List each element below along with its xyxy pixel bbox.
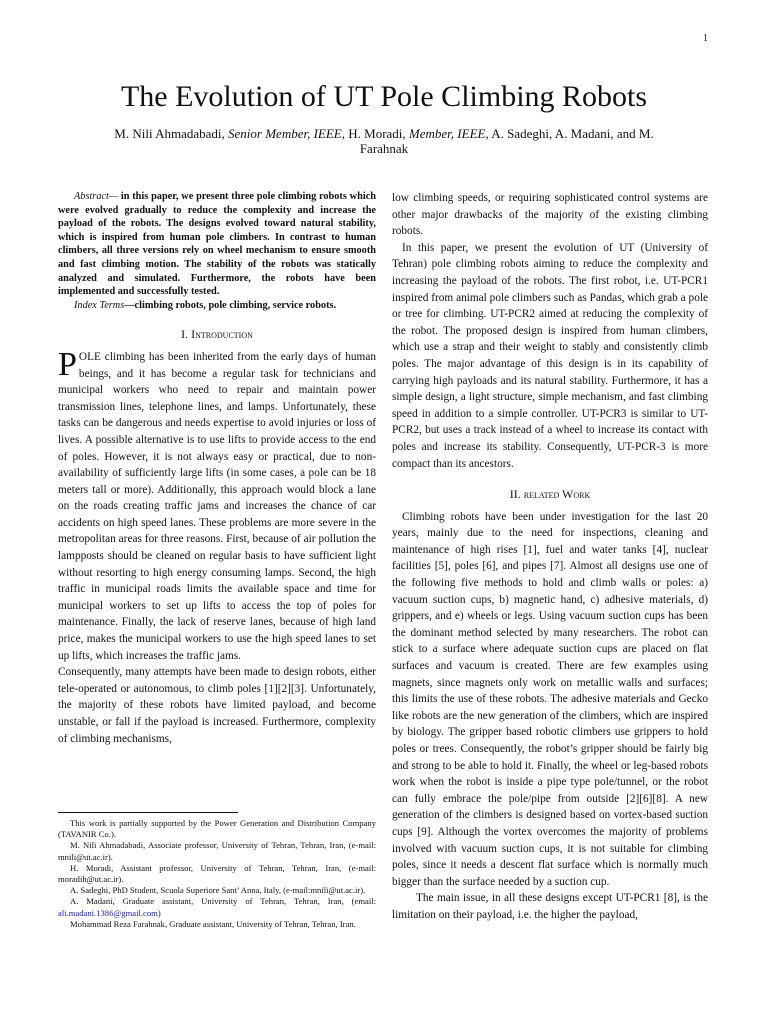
section-1-title: Introduction xyxy=(191,327,253,342)
abstract xyxy=(58,190,376,299)
footnote-author-4 xyxy=(58,896,376,918)
author-2-role: Member, IEEE xyxy=(408,126,486,141)
author-rest: , A. Sadeghi, A. Madani, and M. Farahnak xyxy=(359,126,654,156)
abstract-text: in this paper, we present three pole climbing robots which were evolved gradually to reduce the complexity and increase the payload of the robots. The designs evolved toward natural stability, which is inspired from human pole climbers. In contrast to human climbers, all three versions rely on wheel mechanism to ensure smooth and fast climbing motion. The stability of the robots was statically analyzed and simulated. Furthermore, the robots have been implemented and successfully tested. xyxy=(58,191,376,298)
left-column xyxy=(58,190,376,747)
author-list xyxy=(90,126,678,156)
section-2-heading xyxy=(392,486,708,503)
footnote-author-4-end: ) xyxy=(157,907,161,918)
index-terms xyxy=(58,299,376,313)
index-terms-lead: Index Terms xyxy=(74,299,125,311)
related-work-paragraph-1: Climbing robots have been under investigation for the last 20 years, mainly due to the need for inspections, cleaning and maintenance of high rises [1], fuel and water tanks [4], nuclear facilities [5], poles [6], and pipes [7]. Almost all designs use one of the following five methods to hold and climb walls or poles: a) vacuum suction cups, b) magnetic hand, c) adhesive materials, d) grippers, and e) wheels or legs. Using vacuum suction cups has been the dominant method selected by many researchers. The robot can stick to a surface where adequate suction cups are placed on flat surfaces and vacuum is created. There are few examples using magnets, since magnets only work on metallic walls and surfaces; this limits the use of these robots. The adhesive materials and Gecko like robots are the new generation of the climbers, which are inspired by biology. The gripper based robotic climbers use grippers to hold poles or trees. Consequently, the robot’s gripper should be fairly big and strong to be able to hold it. Finally, the wheel or leg-based robots work when the robot is inside a pipe type pole/tunnel, or the robot can fully embrace the pole/pipe from outside [2][6][8]. A new generation of the climbers is designed based on vortex-based suction cups [9]. Although the vortex overcomes the majority of problems involved with vacuum suction cups, it is not suitable for climbing poles, since it needs a descent flat surface which is normally much bigger than the surface needed by a suction cup. xyxy=(392,510,708,888)
section-2-title: related Work xyxy=(523,487,591,502)
footnote-author-3: A. Sadeghi, PhD Student, Scuola Superiore Sant’ Anna, Italy, (e-mail:mnili@ut.ac.ir). xyxy=(70,885,366,896)
section-1-number: I. xyxy=(181,327,192,342)
footnote-author-2: H. Moradi, Assistant professor, University of Tehran, Tehran, Iran, (e-mail: moradih@ut.ac.ir). xyxy=(58,862,376,885)
section-1-heading xyxy=(58,326,376,343)
footnote-author-4-text: A. Madani, Graduate assistant, University of Tehran, Tehran, Iran, (email: xyxy=(70,896,376,907)
footnote-divider xyxy=(58,812,238,813)
page-number: 1 xyxy=(703,33,708,44)
abstract-lead: Abstract— xyxy=(74,191,119,202)
footnote-author-5: Mohammad Reza Farahnak, Graduate assistant, University of Tehran, Tehran, Iran. xyxy=(70,918,356,929)
intro-paragraph-2: Consequently, many attempts have been made to design robots, either tele-operated or autonomous, to climb poles [1][2][3]. Unfortunately, the majority of these robots have limited payload, and become unstable, or fall if the payload is increased. Furthermore, complexity of climbing mechanisms, xyxy=(58,666,376,745)
intro-paragraph-1 xyxy=(58,345,376,664)
email-link[interactable]: ali.madani.1386@gmail.com xyxy=(58,907,158,918)
right-column xyxy=(392,190,708,924)
section-2-number: II. xyxy=(509,487,524,502)
paper-title: The Evolution of UT Pole Climbing Robots xyxy=(120,80,648,113)
intro-paragraph-1-text: OLE climbing has been inherited from the early days of human beings, and it has become a regular task for technicians and municipal workers who need to repair and maintain power transmission lines, telephone lines, and lamps. Unfortunately, these tasks can be dangerous and needs expertise to avoid injuries or loss of lives. A possible alternative is to use lifts to provide access to the end of poles. However, it is not always easy or practical, due to non-availability of sufficiently large lifts (in some cases, a pole can be 18 meters tall or more). Additionally, this approach would block a lane on the roads creating traffic jams and increases the chance of car accidents on high speed lanes. These problems are more severe in the metropolitan areas for three reasons. First, because of air pollution the lampposts should be cleaned on regular basis to have sufficient light without resorting to high energy consuming lamps. Second, the high traffic in municipal roads limits the available space and time for municipal workers to set up lifts to access the top of poles for maintenance. Finally, the lack of reserve lanes, because of high land price, makes the municipal workers to use the high speed lanes to set up lifts, which increases the traffic jams. xyxy=(58,350,376,662)
intro-paragraph-4: In this paper, we present the evolution of UT (University of Tehran) pole climbing robots aiming to reduce the complexity and increasing the payload of the robots. The first robot, i.e. UT-PCR1 inspired from animal pole climbers such as Pandas, which grab a pole or tree for climbing. UT-PCR2 aimed at reducing the complexity of the robot. The proposed design is inspired from human climbers, which use a strap and their weight to stably and consistently climb poles. The major advantage of this design is in its capability of carrying high payloads and its natural stability. Furthermore, it has a simple design, a light structure, simple mechanism, and fast climbing speed in addition to a simple controller. UT-PCR3 is similar to UT-PCR2, but uses a track instead of a wheel to increase its contact with poles and increase its stability. Consequently, UT-PCR-3 is more compact than its ancestors. xyxy=(392,241,708,470)
author-2: , H. Moradi, xyxy=(341,126,409,141)
intro-paragraph-3: low climbing speeds, or requiring sophisticated control systems are other major drawbacks of the majority of the existing climbing robots. xyxy=(392,192,708,238)
drop-cap: P xyxy=(58,345,77,383)
related-work-paragraph-2: The main issue, in all these designs except UT-PCR1 [8], is the limitation on their payload, i.e. the higher the payload, xyxy=(392,892,708,921)
footnotes xyxy=(58,818,376,930)
footnote-author-1: M. Nili Ahmadabadi, Associate professor, University of Tehran, Tehran, Iran, (e-mail: mnili@ut.ac.ir). xyxy=(58,840,376,862)
footnote-funding: This work is partially supported by the Power Generation and Distribution Company (TAVANIR Co.). xyxy=(58,818,376,840)
index-terms-text: —climbing robots, pole climbing, service robots. xyxy=(124,299,337,311)
author-1-role: Senior Member, IEEE xyxy=(228,126,342,141)
author-1: M. Nili Ahmadabadi, xyxy=(114,126,229,141)
